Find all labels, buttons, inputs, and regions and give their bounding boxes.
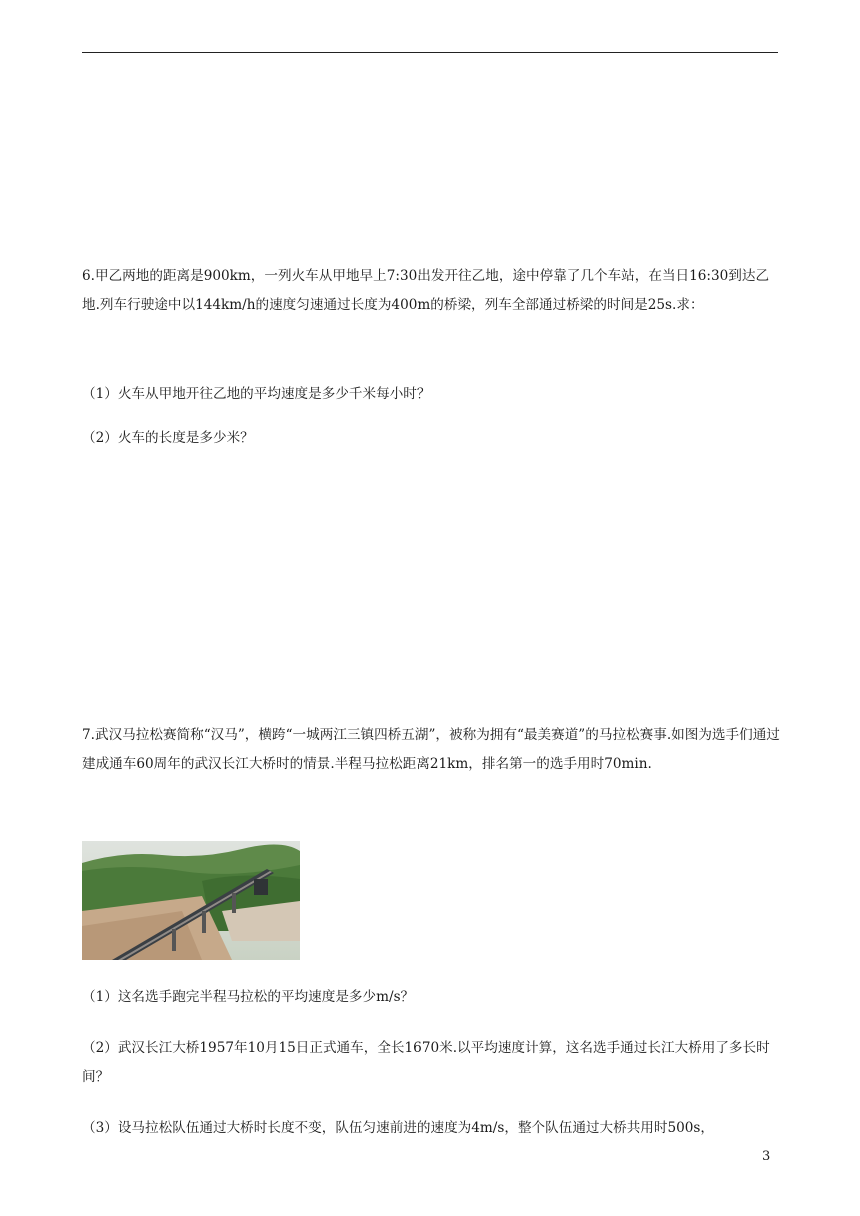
question-6-part-1: （1）火车从甲地开往乙地的平均速度是多少千米每小时？ (82, 386, 431, 402)
bridge-marathon-photo (82, 841, 300, 960)
question-6-stem: 6.甲乙两地的距离是900km，一列火车从甲地早上7:30出发开往乙地，途中停靠了几个车站，在当日16:30到达乙地.列车行驶途中以144km/h的速度匀速通过长度为400m的桥梁，列车全部通过桥梁的时间是25s.求： (82, 268, 770, 313)
question-7-part-3: （3）设马拉松队伍通过大桥时长度不变，队伍匀速前进的速度为4m/s，整个队伍通过大桥共用时500s， (82, 1120, 715, 1136)
question-7-part-1: （1）这名选手跑完半程马拉松的平均速度是多少m/s？ (82, 989, 415, 1005)
page-number: 3 (762, 1149, 771, 1164)
question-7-stem: 7.武汉马拉松赛简称“汉马”，横跨“一城两江三镇四桥五湖”，被称为拥有“最美赛道”的马拉松赛事.如图为选手们通过建成通车60周年的武汉长江大桥时的情景.半程马拉松距离21km，排名第一的选手用时70min. (82, 727, 780, 772)
question-6-part-2: （2）火车的长度是多少米？ (82, 430, 254, 446)
header-rule (82, 52, 778, 53)
question-7-part-2: （2）武汉长江大桥1957年10月15日正式通车，全长1670米.以平均速度计算，这名选手通过长江大桥用了多长时间？ (82, 1040, 770, 1085)
